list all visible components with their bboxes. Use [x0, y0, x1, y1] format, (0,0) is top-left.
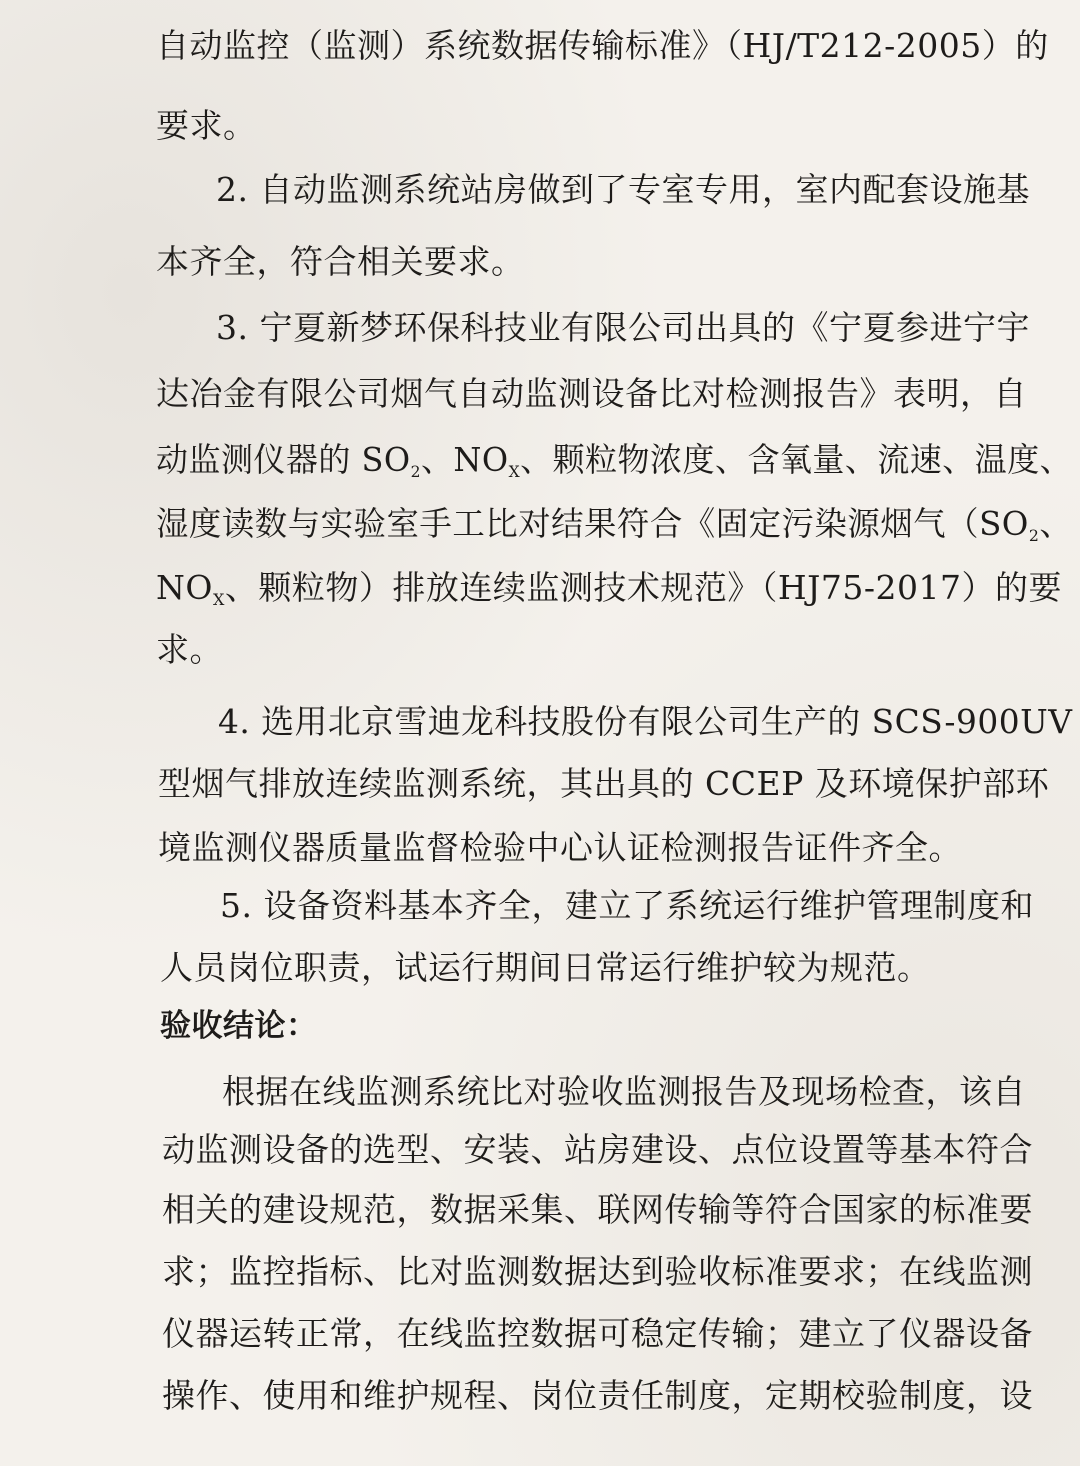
item-3-line-2: 达冶金有限公司烟气自动监测设备比对检测报告》表明，自 — [156, 374, 1027, 413]
text-seg: 、 — [1039, 504, 1073, 543]
item-5-line-1: 5. 设备资料基本齐全，建立了系统运行维护管理制度和 — [220, 886, 1034, 925]
text-seg: 动监测仪器的 SO — [156, 440, 411, 479]
item-4-line-2: 型烟气排放连续监测系统，其出具的 CCEP 及环境保护部环 — [158, 764, 1050, 803]
item-3-line-1: 3. 宁夏新梦环保科技业有限公司出具的《宁夏参进宁宇 — [216, 308, 1030, 347]
item-5-line-2: 人员岗位职责，试运行期间日常运行维护较为规范。 — [160, 948, 931, 987]
subscript: 2 — [1028, 526, 1040, 545]
text-seg: 、颗粒物浓度、含氧量、流速、温度、 — [520, 440, 1073, 479]
text-line-1: 自动监控（监测）系统数据传输标准》（HJ/T212-2005）的 — [156, 26, 1049, 65]
item-2-line-1: 2. 自动监测系统站房做到了专室专用，室内配套设施基 — [216, 170, 1030, 209]
text-seg: NO — [156, 568, 213, 607]
text-seg: 、NO — [420, 440, 509, 479]
conclusion-line-5: 仪器运转正常，在线监控数据可稳定传输；建立了仪器设备 — [162, 1314, 1033, 1353]
conclusion-line-4: 求；监控指标、比对监测数据达到验收标准要求；在线监测 — [162, 1252, 1033, 1291]
item-3-line-6: 求。 — [156, 630, 223, 669]
conclusion-line-3: 相关的建设规范，数据采集、联网传输等符合国家的标准要 — [162, 1190, 1033, 1229]
item-3-line-3 — [156, 438, 1072, 482]
text-seg: 、颗粒物）排放连续监测技术规范》（HJ75-2017）的要 — [224, 568, 1062, 607]
subscript: 2 — [410, 462, 421, 481]
conclusion-line-2: 动监测设备的选型、安装、站房建设、点位设置等基本符合 — [162, 1130, 1033, 1169]
conclusion-line-6: 操作、使用和维护规程、岗位责任制度，定期校验制度，设 — [162, 1376, 1033, 1415]
subscript: X — [508, 462, 521, 481]
text-seg: 湿度读数与实验室手工比对结果符合《固定污染源烟气（SO — [156, 504, 1029, 543]
text-line-2: 要求。 — [156, 106, 257, 145]
item-3-line-4 — [156, 502, 1072, 546]
item-2-line-2: 本齐全，符合相关要求。 — [156, 242, 525, 281]
item-4-line-3: 境监测仪器质量监督检验中心认证检测报告证件齐全。 — [158, 828, 962, 867]
section-heading: 验收结论： — [160, 1008, 318, 1044]
item-4-line-1: 4. 选用北京雪迪龙科技股份有限公司生产的 SCS-900UV — [218, 702, 1073, 741]
subscript: X — [212, 590, 225, 609]
conclusion-line-1: 根据在线监测系统比对验收监测报告及现场检查，该自 — [222, 1072, 1026, 1111]
item-3-line-5 — [156, 566, 1062, 610]
